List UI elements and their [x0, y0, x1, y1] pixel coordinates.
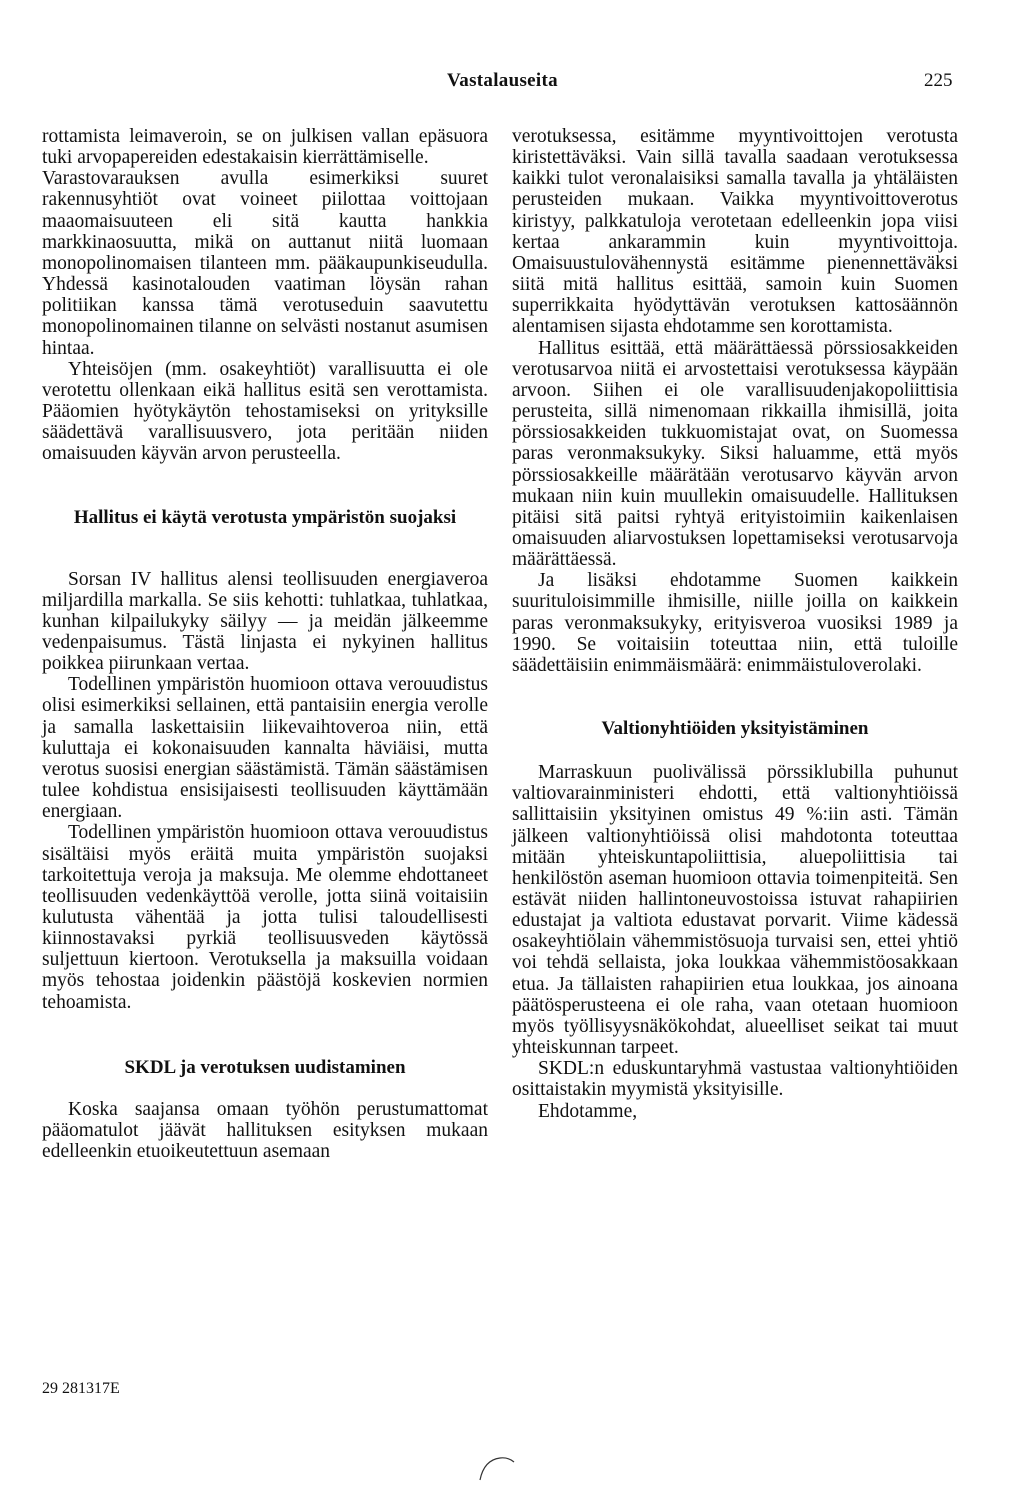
page-number: 225 — [924, 70, 953, 91]
paragraph: rottamista leimaveroin, se on julkisen vallan epäsuora tuki arvopapereiden edestakaisin kierrättämiselle. — [42, 126, 488, 169]
paragraph: Todellinen ympäristön huomioon ottava verouudistus sisältäisi myös eräitä muita ympäristön suojaksi tarkoitettuja veroja ja maksuja. Me olemme ehdottaneet teollisuuden vedenkäyttöä verolle, jotta siinä voitaisiin kulutusta vähentää ja jotta tulisi taloudellisesti kiinnostavaksi pyrkiä teollisuusveden käytössä suljettuun kiertoon. Verotuksella ja maksuilla voidaan myös tehostaa joidenkin päästöjä koskevien normien tehoamista. — [42, 822, 488, 1013]
left-column — [42, 126, 488, 1162]
right-column — [512, 126, 958, 1122]
paragraph: Koska saajansa omaan työhön perustumattomat pääomatulot jäävät hallituksen esityksen mukaan edelleenkin etuoikeutettuun asemaan — [42, 1098, 488, 1163]
section-heading: SKDL ja verotuksen uudistaminen — [124, 1056, 406, 1078]
paragraph: Ja lisäksi ehdotamme Suomen kaikkein suurituloisimmille ihmisille, niille joilla on kaikkein paras veronmaksukyky, erityisveroa vuosiksi 1989 ja 1990. Se voitaisiin toteuttaa niin, että tuloille säädettäisiin enimmäismäärä: enimmäistuloverolaki. — [512, 570, 958, 676]
paragraph: verotuksessa, esitämme myyntivoittojen verotusta kiristettäväksi. Vain sillä tavalla saadaan verotuksessa kaikki tulot veronalaisiksi samalla tavalla ja yhtäläisten perusteiden mukaan. Vaikka myyntivoittoverotus kiristyy, palkkatuloja verotetaan edelleenkin jopa viisi kertaa ankarammin kuin myyntivoittoja. Omaisuustulovähennystä esitämme pienennettäväksi siitä mitä hallitus esittää, samoin kuin Suomen superrikkaita hyödyttävän verotuksen kattosäännön alentamisen sijasta ehdotamme sen korottamista. — [512, 126, 958, 338]
paragraph: Ehdotamme, — [538, 1100, 638, 1122]
print-code: 29 281317E — [42, 1380, 120, 1397]
paragraph: Todellinen ympäristön huomioon ottava verouudistus olisi esimerkiksi sellainen, että pantaisiin energia verolle ja samalla laskettaisiin liikevaihtoveroa niin, että kuluttaja ei kokonaisuuden kannalta häviäisi, mutta verotus suosisi energian säästämistä. Tämän säästämisen tulee kohdistua ensisijaisesti teollisuuden käyttämään energiaan. — [42, 674, 488, 823]
section-heading: Valtionyhtiöiden yksityistäminen — [601, 718, 869, 740]
paragraph: Marraskuun puolivälissä pörssiklubilla puhunut valtiovarainministeri ehdotti, että valtionyhtiöissä sallittaisiin yksityinen omistus 49 %:iin asti. Tämän jälkeen valtionyhtiöissä olisi mahdotonta toteuttaa mitään yhteiskuntapoliittisia, aluepoliittisia tai henkilöstön aseman huomioon ottavia toimenpiteitä. Sen estävät niiden hallintoneuvostoissa istuvat rahapiirien edustajat ja valtiota edustavat porvarit. Viime kädessä osakeyhtiölain vähemmistösuoja turvaisi sen, ettei yhtiö voi tehdä sellaista, joka loukkaa vähemmistöosakkaan etua. Ja tällaisten rahapiirien etua loukkaa, jos ainoana päätösperusteena ei ole raha, vaan otetaan huomioon myös työllisyysnäkökohdat, alueelliset seikat tai muut yhteiskunnan tarpeet. — [512, 762, 958, 1059]
paragraph: SKDL:n eduskuntaryhmä vastustaa valtionyhtiöiden osittaistakin myymistä yksityisille. — [512, 1058, 958, 1101]
section-heading: Hallitus ei käytä verotusta ympäristön suojaksi — [73, 506, 457, 528]
printer-mark-icon — [478, 1452, 518, 1482]
running-title: Vastalauseita — [447, 70, 558, 91]
paragraph: Hallitus esittää, että määrättäessä pörssiosakkeiden verotusarvoa niitä ei arvostettaisi verotuksessa käypään arvoon. Siihen ei ole varallisuudenjakopoliittisia perusteita, sillä nimenomaan rikkailla ihmisillä, joita pörssiosakkeiden tukkuomistajat ovat, on Suomessa paras veronmaksukyky. Siksi haluamme, että myös pörssiosakkeille määrätään verotusarvo käyvän arvon mukaan niin kuin muullekin omaisuudelle. Hallituksen pitäisi sitä paitsi ryhtyä erityistoimiin kaikenlaisen omaisuuden aliarvostuksen lopettamiseksi verotusarvoja määrättäessä. — [512, 337, 958, 571]
page-header — [0, 70, 1024, 100]
paragraph: Sorsan IV hallitus alensi teollisuuden energiaveroa miljardilla markalla. Se siis kehotti: tuhlatkaa, tuhlatkaa, kunhan kilpailukyky säilyy — ja meidän jälkeemme vedenpaisumus. Tästä linjasta ei nykyinen hallitus poikkea piirunkaan vertaa. — [42, 568, 488, 675]
paragraph: Yhteisöjen (mm. osakeyhtiöt) varallisuutta ei ole verotettu ollenkaan eikä hallitus esitä sen verottamista. Pääomien hyötykäytön tehostamiseksi on yrityksille säädettävä varallisuusvero, jota peritään niiden omaisuuden käyvän arvon perusteella. — [42, 358, 488, 465]
paragraph: Varastovarauksen avulla esimerkiksi suuret rakennusyhtiöt ovat voineet piilottaa voittojaan maaomaisuuteen eli sitä kautta hankkia markkinaosuutta, mikä on auttanut niitä luomaan monopolinomaisen tilanteen mm. pääkaupunkiseudulla. Yhdessä kasinotalouden vaatiman löysän rahan politiikan kanssa tämä verotuseduin saavutettu monopolinomainen tilanne on selvästi nostanut asumisen hintaa. — [42, 168, 488, 359]
